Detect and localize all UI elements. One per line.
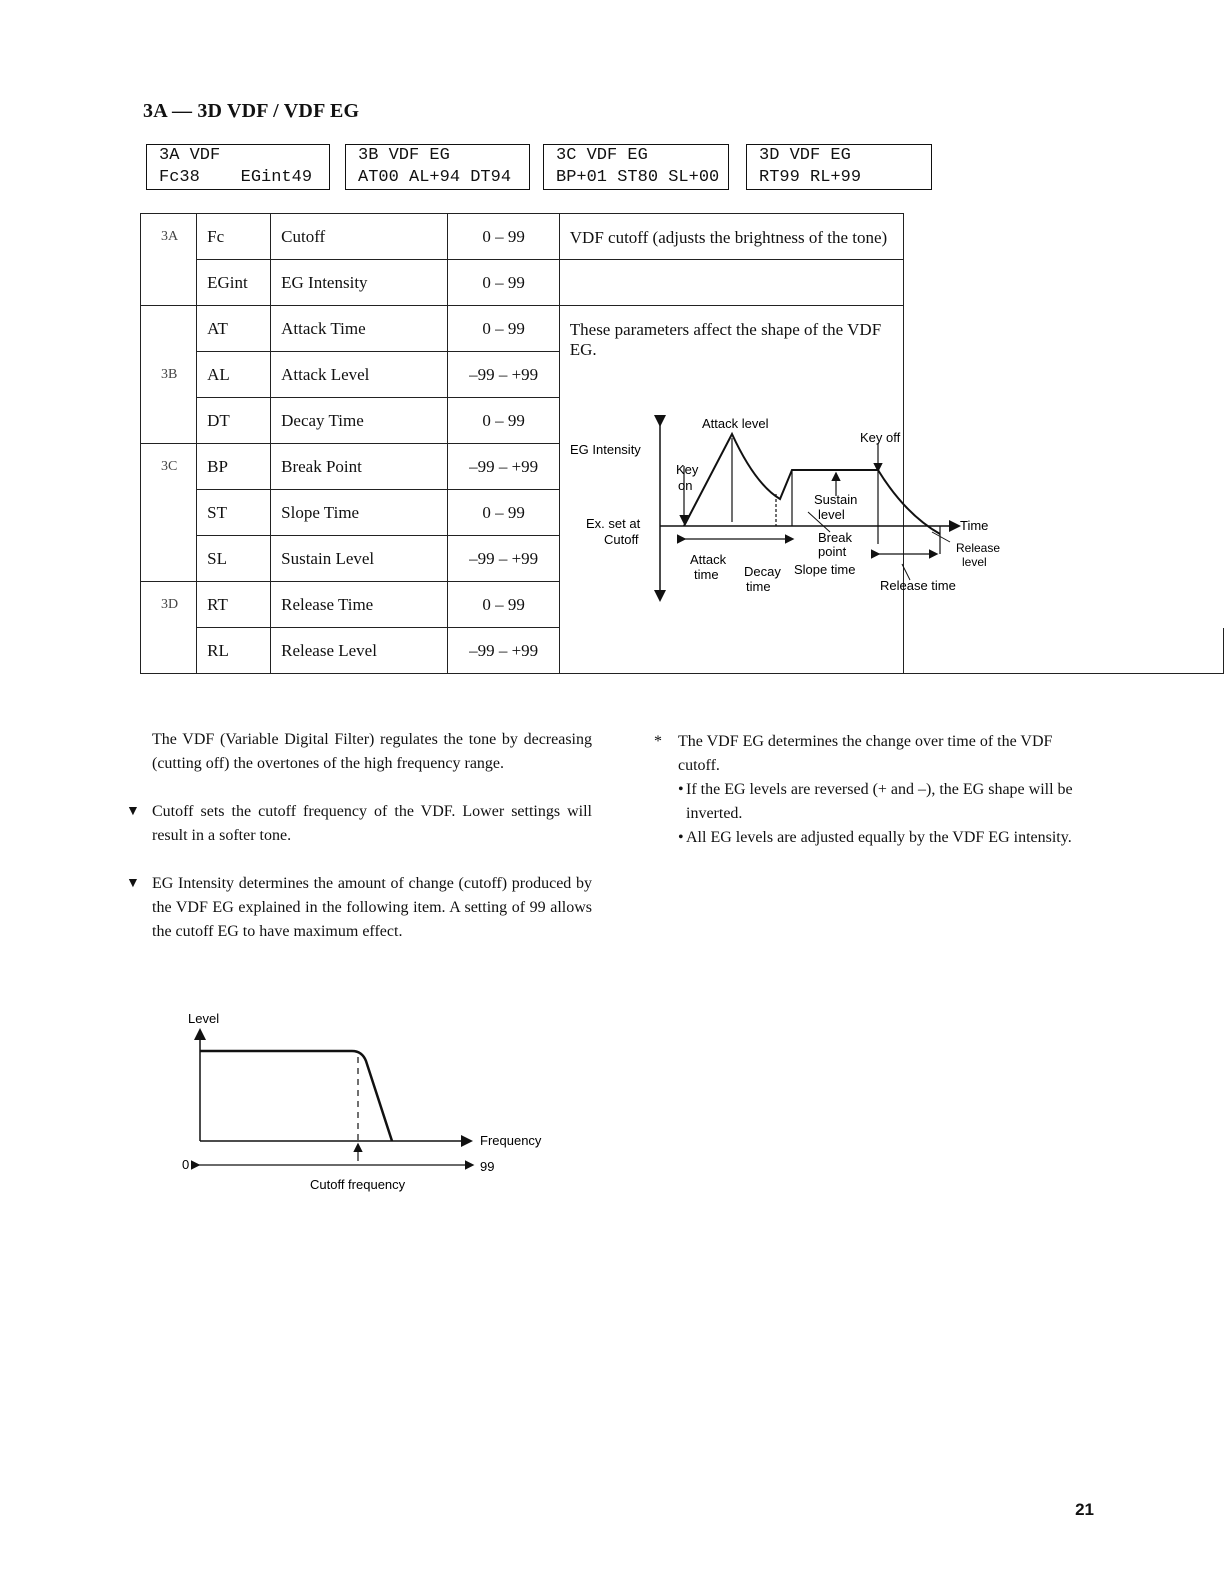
lcd-line-1: 3D VDF EG [759, 146, 851, 165]
param-code: DT [197, 398, 271, 444]
param-code: EGint [197, 260, 271, 306]
label-break: Break [817, 530, 852, 545]
label-level: Level [188, 1011, 220, 1026]
param-description: VDF cutoff (adjusts the brightness of the tone) [559, 214, 903, 260]
page-number: 21 [1075, 1500, 1094, 1519]
param-description-empty [903, 628, 1223, 674]
bullet-dot: • [678, 829, 684, 846]
param-name: EG Intensity [271, 260, 448, 306]
right-column [654, 730, 1098, 850]
note-sub-text: If the EG levels are reversed (+ and –), the EG shape will be inverted. [686, 781, 1073, 822]
label-attack-level: Attack level [701, 416, 769, 431]
note-sub-text: All EG levels are adjusted equally by the VDF EG intensity. [686, 829, 1072, 846]
bullet-dot: • [678, 781, 684, 798]
param-name: Slope Time [271, 490, 448, 536]
label-key-on: Key [675, 462, 699, 477]
note-sub-item [654, 778, 1098, 826]
group-cell: 3D [141, 582, 197, 628]
param-code: BP [197, 444, 271, 490]
note-sub-item [654, 826, 1098, 850]
bullet-eg-intensity-text: EG Intensity determines the amount of change (cutoff) produced by the VDF EG explained in the following item. A setting of 99 allows the cutoff EG to have maximum effect. [152, 875, 592, 940]
label-zero: 0 [182, 1157, 190, 1172]
param-code: ST [197, 490, 271, 536]
param-name: Cutoff [271, 214, 448, 260]
label-attack-time-2: time [693, 567, 719, 582]
param-code: SL [197, 536, 271, 582]
group-cell [141, 398, 197, 444]
table-row [141, 306, 1224, 352]
lcd-line-2: AT00 AL+94 DT94 [358, 168, 512, 187]
param-range: –99 – +99 [448, 352, 559, 398]
eg-description-cell [559, 306, 1000, 674]
group-cell: 3B [141, 352, 197, 398]
param-code: AL [197, 352, 271, 398]
param-name: Release Time [271, 582, 448, 628]
param-description-empty [559, 260, 903, 306]
filter-curve [200, 1051, 392, 1141]
lcd-line-1: 3A VDF [159, 146, 221, 165]
triangle-bullet-icon: ▼ [126, 876, 140, 891]
label-cutoff-frequency: Cutoff frequency [310, 1177, 406, 1192]
intro-paragraph: The VDF (Variable Digital Filter) regulates the tone by decreasing (cutting off) the overtones of the high frequency range. [152, 731, 592, 772]
group-cell [141, 260, 197, 306]
param-name: Break Point [271, 444, 448, 490]
param-range: 0 – 99 [448, 306, 559, 352]
param-range: 0 – 99 [448, 490, 559, 536]
label-ex-set: Ex. set at [585, 516, 640, 531]
label-time: Time [959, 518, 989, 533]
param-name: Decay Time [271, 398, 448, 444]
group-cell [141, 628, 197, 674]
lcd-line-1: 3B VDF EG [358, 146, 450, 165]
param-code: RL [197, 628, 271, 674]
label-sustain: Sustain [813, 492, 858, 507]
param-name: Attack Time [271, 306, 448, 352]
param-range: –99 – +99 [448, 444, 559, 490]
lcd-panel-3c [543, 144, 729, 190]
lcd-panel-3b [345, 144, 530, 190]
label-slope-time: Slope time [793, 562, 856, 577]
label-cutoff: Cutoff [603, 532, 639, 547]
page-title: 3A — 3D VDF / VDF EG [143, 100, 360, 122]
table-row [141, 214, 1224, 260]
note-text: The VDF EG determines the change over time of the VDF cutoff. [678, 733, 1053, 774]
parameter-table [140, 213, 1224, 674]
label-attack-time: Attack [689, 552, 726, 567]
bullet-cutoff [126, 800, 592, 848]
asterisk: * [654, 733, 662, 750]
lcd-line-2: BP+01 ST80 SL+00 [556, 168, 720, 187]
lcd-panel-3a [146, 144, 330, 190]
triangle-bullet-icon: ▼ [126, 804, 140, 819]
label-release-level-2: level [961, 555, 987, 569]
eg-curve [684, 434, 940, 534]
label-break-2: point [817, 544, 846, 559]
label-eg-intensity: EG Intensity [569, 442, 641, 457]
label-99: 99 [480, 1159, 495, 1174]
bullet-eg-intensity [126, 872, 592, 944]
param-name: Attack Level [271, 352, 448, 398]
label-key-off: Key off [859, 430, 900, 445]
label-release-time: Release time [879, 578, 956, 593]
eg-description: These parameters affect the shape of the VDF EG. [569, 320, 882, 359]
param-code: AT [197, 306, 271, 352]
label-decay-time-2: time [745, 579, 771, 594]
param-name: Sustain Level [271, 536, 448, 582]
lcd-line-2: Fc38 EGint49 [159, 168, 313, 187]
param-range: –99 – +99 [448, 628, 559, 674]
eg-diagram [560, 404, 1020, 604]
param-range: 0 – 99 [448, 260, 559, 306]
param-code: Fc [197, 214, 271, 260]
group-cell: 3C [141, 444, 197, 490]
bullet-cutoff-text: Cutoff sets the cutoff frequency of the VDF. Lower settings will result in a softer tone. [152, 803, 592, 844]
group-cell: 3A [141, 214, 197, 260]
param-code: RT [197, 582, 271, 628]
lcd-panel-3d [746, 144, 932, 190]
note [654, 730, 1098, 778]
lcd-line-1: 3C VDF EG [556, 146, 648, 165]
table-row [141, 260, 1224, 306]
param-name: Release Level [271, 628, 448, 674]
group-cell [141, 490, 197, 536]
label-sustain-2: level [817, 507, 845, 522]
filter-diagram [170, 1005, 590, 1205]
param-range: 0 – 99 [448, 214, 559, 260]
label-key-on-2: on [677, 478, 693, 493]
group-cell [141, 536, 197, 582]
label-frequency: Frequency [480, 1133, 542, 1148]
label-decay-time: Decay [743, 564, 781, 579]
label-release-level: Release [955, 541, 1000, 555]
group-cell [141, 306, 197, 352]
lcd-line-2: RT99 RL+99 [759, 168, 862, 187]
param-range: 0 – 99 [448, 582, 559, 628]
left-column [126, 728, 592, 968]
param-range: –99 – +99 [448, 536, 559, 582]
param-range: 0 – 99 [448, 398, 559, 444]
